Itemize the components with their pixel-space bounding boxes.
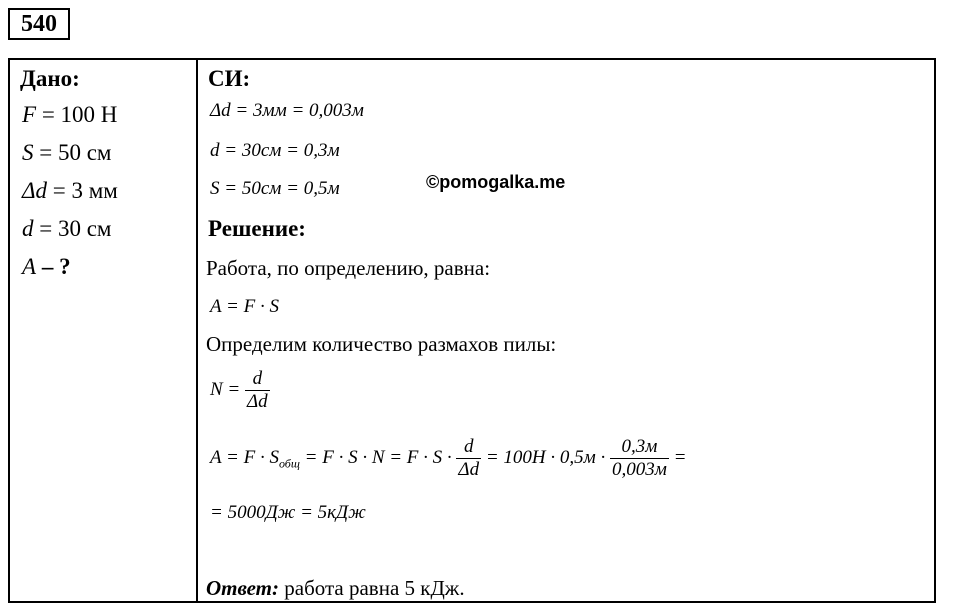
formula-result: = 5000Дж = 5кДж [210, 502, 366, 523]
given-saw-length: d = 30 см [22, 216, 112, 241]
solution-text-work: Работа, по определению, равна: [206, 256, 491, 280]
formula-total-work: $A = F \cdot S_{общ} = F \cdot S \cdot N = F \cdot S$ · $\frac{d}{\Delta d}$ = 100Н · 0,5м · $\frac{0,3м}{0,003м}$ = [210, 436, 687, 480]
solution-text-strokes: Определим количество размахов пилы: [206, 332, 557, 356]
given-force: F = 100 Н [22, 102, 118, 127]
given-unknown: A – ? [22, 254, 71, 279]
si-line-distance: S = 50см = 0,5м [210, 178, 340, 199]
solution-column [198, 60, 934, 601]
given-distance: S = 50 см [22, 140, 112, 165]
si-line-stroke: Δd = 3мм = 0,003м [210, 100, 364, 121]
given-column [10, 60, 196, 601]
watermark: ©pomogalka.me [426, 172, 566, 192]
formula-strokes: N = $\frac{d}{\Delta d}$ [210, 368, 268, 412]
formula-work: A = F · S [210, 296, 279, 317]
given-heading: Дано: [20, 66, 80, 91]
problem-number: 540 [8, 8, 70, 40]
answer: Ответ: работа равна 5 кДж. [206, 576, 465, 600]
solution-table [8, 58, 936, 603]
solution-heading: Решение: [208, 216, 306, 241]
si-heading: СИ: [208, 66, 251, 91]
given-stroke: Δd = 3 мм [22, 178, 118, 203]
si-line-length: d = 30см = 0,3м [210, 140, 340, 161]
